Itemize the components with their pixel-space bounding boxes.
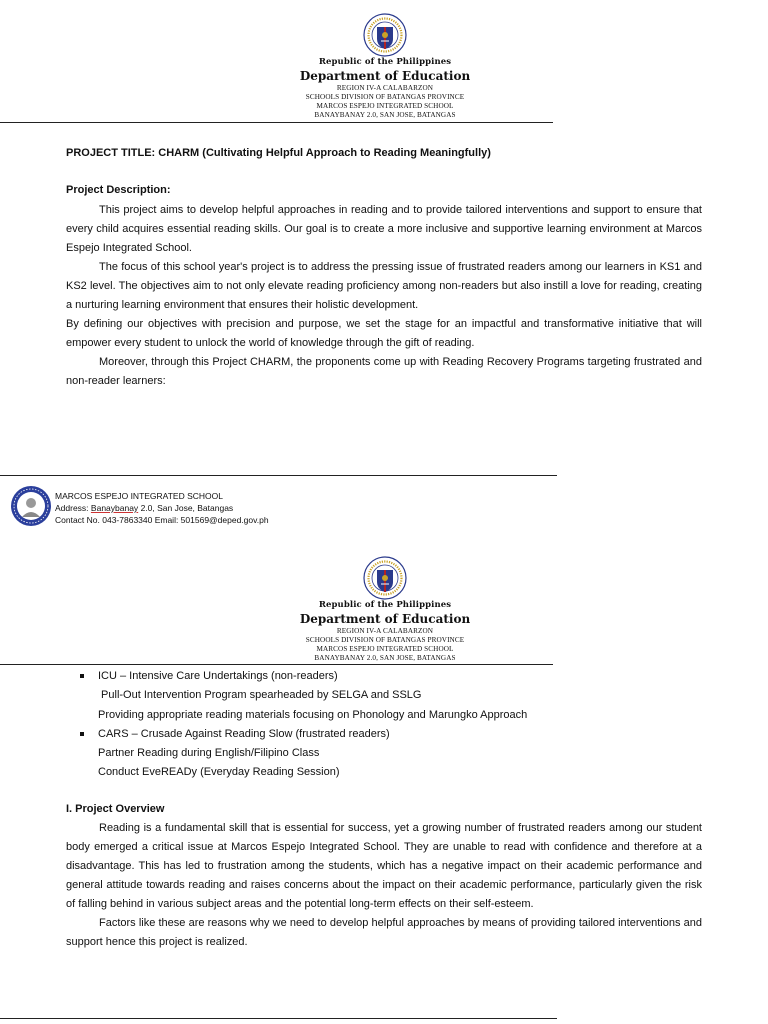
overview-heading: I. Project Overview xyxy=(66,803,165,815)
letterhead-region: REGION IV-A CALABARZON xyxy=(336,84,434,92)
description-paragraph: Moreover, through this Project CHARM, the proponents come up with Reading Recovery Programs targeting frustrated and non-reader learners: xyxy=(66,356,702,387)
letterhead-region: REGION IV-A CALABARZON xyxy=(336,627,434,635)
letterhead-republic: Republic of the Philippines xyxy=(318,600,452,610)
description-paragraph: The focus of this school year's project is to address the pressing issue of frustrated readers among our learners in KS1 and KS2 level. The objectives aim to not only elevate reading proficiency among non-readers but also instill a love for reading, creating a nurturing learning environment that ensures their holistic development. xyxy=(66,261,702,311)
footer-address-place: Banaybanay xyxy=(90,503,139,513)
bullet-icon xyxy=(80,674,84,678)
letterhead-rule xyxy=(0,122,553,123)
description-paragraph: By defining our objectives with precision and purpose, we set the stage for an impactful and transformative initiative that will empower every student to unlock the world of knowledge through the gift of reading. xyxy=(66,318,702,349)
footer-address-label: Address: xyxy=(55,503,89,513)
list-item: CARS – Crusade Against Reading Slow (frustrated readers) xyxy=(80,725,720,744)
school-logo-icon xyxy=(10,485,52,527)
list-item: Pull-Out Intervention Program spearheaded by SELGA and SSLG xyxy=(98,689,422,702)
footer-contact: Contact No. 043-7863340 Email: 501569@deped.gov.ph xyxy=(55,515,269,525)
description-paragraph: This project aims to develop helpful approaches in reading and to provide tailored interventions and support to ensure that every child acquires essential reading skills. Our goal is to create a more inclusive and supportive learning environment at Marcos Espejo Integrated School. xyxy=(66,204,702,254)
letterhead-school: MARCOS ESPEJO INTEGRATED SCHOOL xyxy=(316,102,454,110)
deped-seal-icon xyxy=(363,556,407,600)
bullet-icon xyxy=(80,732,84,736)
description-heading: Project Description: xyxy=(66,184,171,196)
letterhead-department: Department of Education xyxy=(299,612,471,626)
letterhead-division: SCHOOLS DIVISION OF BATANGAS PROVINCE xyxy=(305,636,465,644)
letterhead-school: MARCOS ESPEJO INTEGRATED SCHOOL xyxy=(316,645,454,653)
letterhead-republic: Republic of the Philippines xyxy=(318,57,452,67)
project-overview xyxy=(66,819,702,952)
footer-address xyxy=(55,502,233,514)
list-item: Conduct EveREADy (Everyday Reading Session) xyxy=(98,766,340,779)
footer-rule xyxy=(0,475,557,476)
letterhead-department: Department of Education xyxy=(299,69,471,83)
list-item: Providing appropriate reading materials focusing on Phonology and Marungko Approach xyxy=(98,708,528,721)
deped-seal-icon xyxy=(363,13,407,57)
reading-programs-list xyxy=(80,667,720,783)
overview-paragraph: Factors like these are reasons why we need to develop helpful approaches by means of providing tailored interventions and support hence this project is realized. xyxy=(66,917,702,948)
list-item: ICU – Intensive Care Undertakings (non-readers) xyxy=(80,667,720,686)
letterhead-address: BANAYBANAY 2.0, SAN JOSE, BATANGAS xyxy=(314,111,456,119)
list-item: Partner Reading during English/Filipino Class xyxy=(98,747,320,760)
footer-address-rest: 2.0, San Jose, Batangas xyxy=(140,503,234,513)
footer-rule xyxy=(0,1018,557,1019)
letterhead-rule xyxy=(0,664,553,665)
project-title: PROJECT TITLE: CHARM (Cultivating Helpful Approach to Reading Meaningfully) xyxy=(66,147,491,159)
overview-paragraph: Reading is a fundamental skill that is essential for success, yet a growing number of frustrated readers among our student body emerged a critical issue at Marcos Espejo Integrated School. They are unable to read with confidence and therefore at a disadvantage. This has led to frustration among the students, which has a negative impact on their academic performance and general attitude towards reading and raises concerns about the impact on their academic performance, particularly given the risk of falling behind in various subject areas and the potential long-term effects on their self-esteem. xyxy=(66,822,702,910)
letterhead-division: SCHOOLS DIVISION OF BATANGAS PROVINCE xyxy=(305,93,465,101)
project-description xyxy=(66,201,702,391)
footer-school-name: MARCOS ESPEJO INTEGRATED SCHOOL xyxy=(55,491,223,501)
letterhead-address: BANAYBANAY 2.0, SAN JOSE, BATANGAS xyxy=(314,654,456,662)
